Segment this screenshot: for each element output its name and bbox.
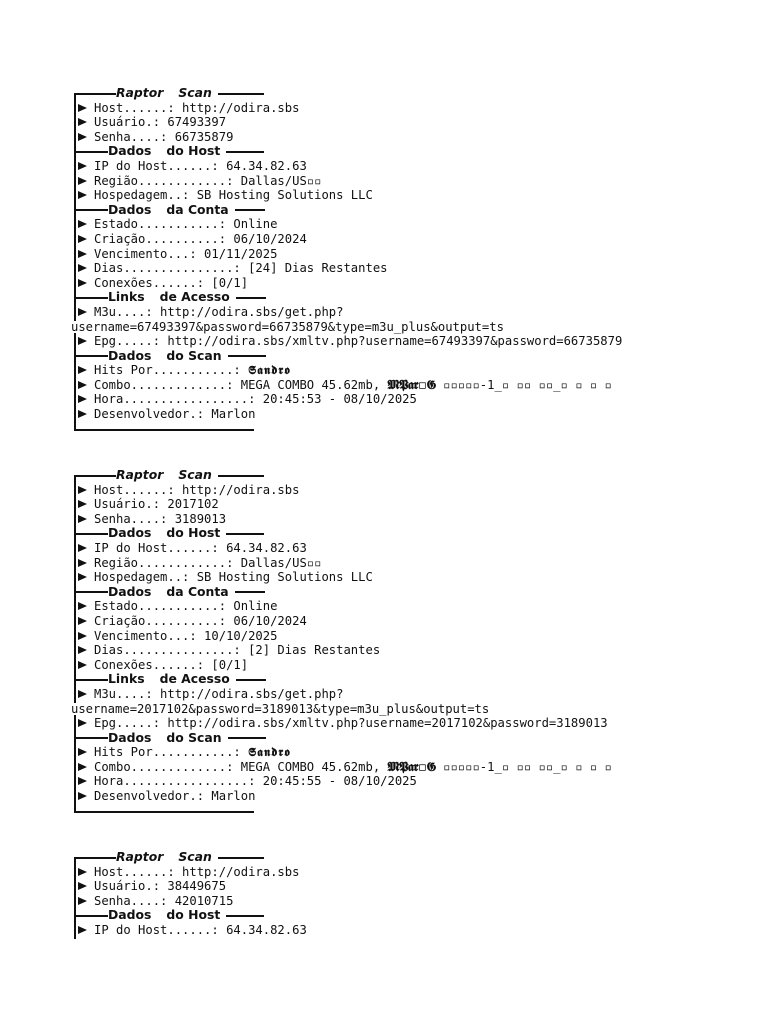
arrow-icon <box>78 235 87 243</box>
header-raptor-scan <box>73 86 733 101</box>
arrow-icon <box>78 515 87 523</box>
arrow-icon <box>78 792 87 800</box>
conexoes-line: Conexões......: [0/1] <box>73 658 733 673</box>
header-scan: Scan <box>178 849 212 864</box>
arrow-icon <box>78 410 87 418</box>
hospedagem-line: Hospedagem..: SB Hosting Solutions LLC <box>73 570 733 585</box>
arrow-icon <box>78 191 87 199</box>
header-raptor: Raptor <box>116 849 164 864</box>
arrow-icon <box>78 926 87 934</box>
conexoes-line: Conexões......: [0/1] <box>73 276 733 291</box>
host-line: Host......: http://odira.sbs <box>73 483 733 498</box>
m3u-line-continued: username=67493397&password=66735879&type=m3u_plus&output=ts <box>71 319 504 334</box>
header-scan: Scan <box>178 85 212 100</box>
estado-line: Estado...........: Online <box>73 217 733 232</box>
arrow-icon <box>78 250 87 258</box>
header-scan: Scan <box>178 467 212 482</box>
arrow-icon <box>78 395 87 403</box>
criacao-line: Criação..........: 06/10/2024 <box>73 614 733 629</box>
arrow-icon <box>78 337 87 345</box>
header-dados-scan: Dados do Scan <box>73 731 733 746</box>
arrow-icon <box>78 486 87 494</box>
dias-line: Dias...............: [24] Dias Restantes <box>73 261 733 276</box>
header-dados-host: Dados do Host <box>73 144 733 159</box>
desenvolvedor-line: Desenvolvedor.: Marlon <box>73 789 733 804</box>
arrow-icon <box>78 118 87 126</box>
arrow-icon <box>78 133 87 141</box>
arrow-icon <box>78 162 87 170</box>
header-dados-host: Dados do Host <box>73 908 733 923</box>
arrow-icon <box>78 177 87 185</box>
arrow-icon <box>78 719 87 727</box>
regiao-line: Região............: Dallas/US▫▫ <box>73 174 733 189</box>
dias-line: Dias...............: [2] Dias Restantes <box>73 643 733 658</box>
epg-line: Epg.....: http://odira.sbs/xmltv.php?username=67493397&password=66735879 <box>73 334 733 349</box>
header-dados-conta: Dados da Conta <box>73 585 733 600</box>
senha-line: Senha....: 66735879 <box>73 130 733 145</box>
footer-rule <box>73 804 733 819</box>
arrow-icon <box>78 646 87 654</box>
usuario-line: Usuário.: 2017102 <box>73 497 733 512</box>
header-raptor: Raptor <box>116 467 164 482</box>
hits-line: Hits Por...........: 𝕾𝖆𝖓𝖉𝖗𝖔 <box>73 745 733 760</box>
arrow-icon <box>78 559 87 567</box>
header-raptor-scan <box>73 468 733 483</box>
header-dados-host: Dados do Host <box>73 526 733 541</box>
arrow-icon <box>78 279 87 287</box>
arrow-icon <box>78 777 87 785</box>
header-dados-conta: Dados da Conta <box>73 203 733 218</box>
arrow-icon <box>78 381 87 389</box>
scan-record-1 <box>73 86 733 436</box>
hospedagem-line: Hospedagem..: SB Hosting Solutions LLC <box>73 188 733 203</box>
usuario-line: Usuário.: 38449675 <box>73 879 733 894</box>
regiao-line: Região............: Dallas/US▫▫ <box>73 556 733 571</box>
arrow-icon <box>78 602 87 610</box>
ip-line: IP do Host......: 64.34.82.63 <box>73 541 733 556</box>
desenvolvedor-line: Desenvolvedor.: Marlon <box>73 407 733 422</box>
arrow-icon <box>78 882 87 890</box>
scan-record-3 <box>73 850 733 938</box>
arrow-icon <box>78 617 87 625</box>
header-links-acesso: Links de Acesso <box>73 290 733 305</box>
hits-line: Hits Por...........: 𝕾𝖆𝖓𝖉𝖗𝖔 <box>73 363 733 378</box>
hora-line: Hora.................: 20:45:55 - 08/10/2025 <box>73 774 733 789</box>
arrow-icon <box>78 763 87 771</box>
arrow-icon <box>78 868 87 876</box>
arrow-icon <box>78 573 87 581</box>
header-raptor-scan <box>73 850 733 865</box>
arrow-icon <box>78 544 87 552</box>
ip-line: IP do Host......: 64.34.82.63 <box>73 159 733 174</box>
m3u-line: M3u....: http://odira.sbs/get.php? <box>73 687 733 702</box>
m3u-line-continued: username=2017102&password=3189013&type=m3u_plus&output=ts <box>71 701 490 716</box>
host-line: Host......: http://odira.sbs <box>73 865 733 880</box>
arrow-icon <box>78 220 87 228</box>
epg-line: Epg.....: http://odira.sbs/xmltv.php?username=2017102&password=3189013 <box>73 716 733 731</box>
arrow-icon <box>78 308 87 316</box>
host-line: Host......: http://odira.sbs <box>73 101 733 116</box>
arrow-icon <box>78 897 87 905</box>
vencimento-line: Vencimento...: 10/10/2025 <box>73 629 733 644</box>
header-links-acesso: Links de Acesso <box>73 672 733 687</box>
estado-line: Estado...........: Online <box>73 599 733 614</box>
footer-rule <box>73 422 733 437</box>
arrow-icon <box>78 748 87 756</box>
header-dados-scan: Dados do Scan <box>73 349 733 364</box>
arrow-icon <box>78 104 87 112</box>
criacao-line: Criação..........: 06/10/2024 <box>73 232 733 247</box>
senha-line: Senha....: 3189013 <box>73 512 733 527</box>
senha-line: Senha....: 42010715 <box>73 894 733 909</box>
arrow-icon <box>78 690 87 698</box>
ip-line: IP do Host......: 64.34.82.63 <box>73 923 733 938</box>
arrow-icon <box>78 661 87 669</box>
usuario-line: Usuário.: 67493397 <box>73 115 733 130</box>
combo-line: Combo.............: MEGA COMBO 45.62mb, 𝕸𝕻𝖆𝖗▫𝕲 ▫▫▫▫▫-1_▫ ▫▫ ▫▫_▫ ▫ ▫ ▫ <box>73 760 733 775</box>
arrow-icon <box>78 500 87 508</box>
combo-line: Combo.............: MEGA COMBO 45.62mb, 𝕸𝕻𝖆𝖗▫𝕲 ▫▫▫▫▫-1_▫ ▫▫ ▫▫_▫ ▫ ▫ ▫ <box>73 378 733 393</box>
hora-line: Hora.................: 20:45:53 - 08/10/2025 <box>73 392 733 407</box>
header-raptor: Raptor <box>116 85 164 100</box>
m3u-line: M3u....: http://odira.sbs/get.php? <box>73 305 733 320</box>
vencimento-line: Vencimento...: 01/11/2025 <box>73 247 733 262</box>
arrow-icon <box>78 366 87 374</box>
arrow-icon <box>78 632 87 640</box>
arrow-icon <box>78 264 87 272</box>
scan-record-2 <box>73 468 733 818</box>
